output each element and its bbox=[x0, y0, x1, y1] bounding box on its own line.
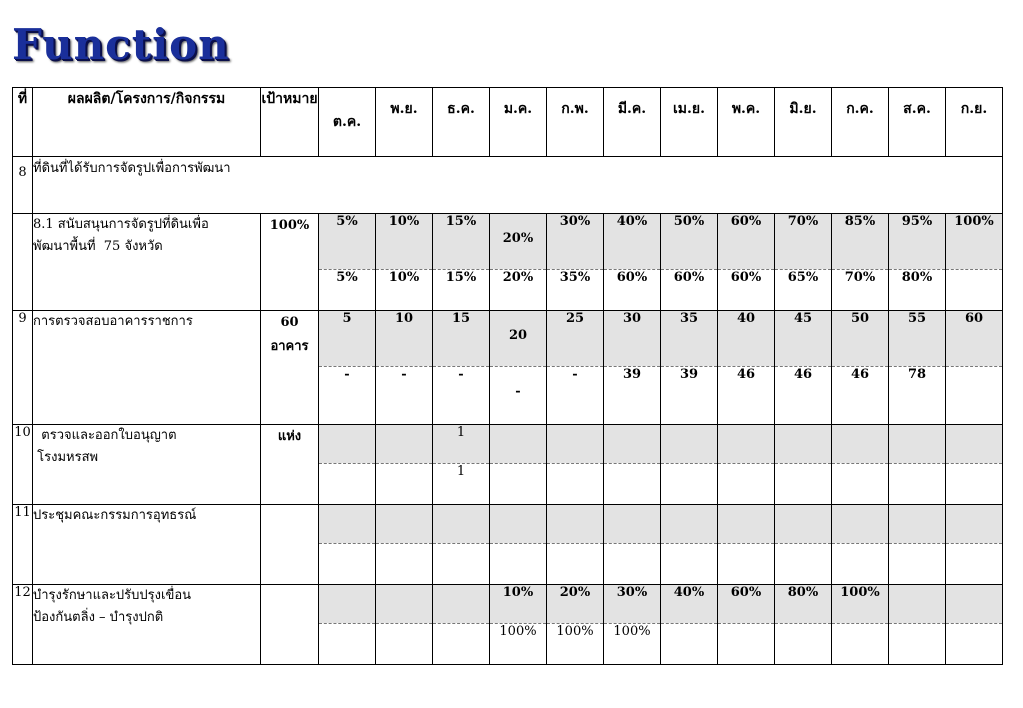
row-number: 8 bbox=[13, 157, 33, 214]
result-cell: - bbox=[433, 367, 490, 425]
item-line: โรงมหรสพ bbox=[33, 450, 99, 465]
plan-cell bbox=[661, 425, 718, 464]
plan-cell bbox=[547, 425, 604, 464]
plan-cell: 35 bbox=[661, 311, 718, 367]
item-line: การตรวจสอบอาคารราชการ bbox=[33, 314, 193, 329]
result-cell bbox=[889, 464, 946, 505]
target-value bbox=[261, 505, 319, 585]
target-value bbox=[261, 214, 319, 311]
plan-cell bbox=[832, 425, 889, 464]
plan-cell bbox=[946, 425, 1003, 464]
result-cell bbox=[889, 624, 946, 665]
plan-cell: 40 bbox=[718, 311, 775, 367]
result-cell bbox=[832, 464, 889, 505]
item-line: ประชุมคณะกรรมการอุทธรณ์ bbox=[33, 508, 197, 523]
result-cell: 35% bbox=[547, 270, 604, 311]
result-cell bbox=[547, 464, 604, 505]
plan-row bbox=[13, 585, 1003, 624]
item-name bbox=[33, 505, 261, 585]
plan-cell: 1 bbox=[433, 425, 490, 464]
result-cell bbox=[433, 624, 490, 665]
result-cell bbox=[718, 464, 775, 505]
header-row bbox=[13, 88, 1003, 157]
result-cell bbox=[604, 464, 661, 505]
plan-cell: 15 bbox=[433, 311, 490, 367]
target-line: 100% bbox=[269, 218, 310, 233]
target-value bbox=[261, 425, 319, 505]
plan-cell: 40% bbox=[661, 585, 718, 624]
item-line: ป้องกันตลิ่ง – บำรุงปกติ bbox=[33, 610, 164, 625]
item-line: พัฒนาพื้นที่ 75 จังหวัด bbox=[33, 239, 163, 254]
header-month: ก.พ. bbox=[547, 88, 604, 157]
result-cell bbox=[718, 544, 775, 585]
plan-cell: 85% bbox=[832, 214, 889, 270]
result-cell: 100% bbox=[604, 624, 661, 665]
result-cell: 60% bbox=[604, 270, 661, 311]
row-number: 12 bbox=[13, 585, 33, 665]
result-cell: 46 bbox=[832, 367, 889, 425]
item-name bbox=[33, 425, 261, 505]
result-cell bbox=[946, 367, 1003, 425]
header-month: พ.ย. bbox=[376, 88, 433, 157]
plan-cell: 70% bbox=[775, 214, 832, 270]
plan-cell bbox=[775, 505, 832, 544]
plan-cell: 30% bbox=[547, 214, 604, 270]
result-cell bbox=[661, 464, 718, 505]
header-month: มิ.ย. bbox=[775, 88, 832, 157]
plan-cell: 10% bbox=[376, 214, 433, 270]
plan-cell bbox=[889, 425, 946, 464]
header-month: ก.ค. bbox=[832, 88, 889, 157]
item-name bbox=[33, 214, 261, 311]
plan-cell bbox=[889, 585, 946, 624]
plan-cell: 60% bbox=[718, 585, 775, 624]
result-cell bbox=[319, 544, 376, 585]
plan-cell: 40% bbox=[604, 214, 661, 270]
plan-cell: 20% bbox=[547, 585, 604, 624]
plan-cell: 20 bbox=[490, 311, 547, 367]
plan-row bbox=[13, 311, 1003, 367]
row-number: 11 bbox=[13, 505, 33, 585]
plan-cell: 10 bbox=[376, 311, 433, 367]
result-cell bbox=[376, 544, 433, 585]
result-cell: - bbox=[319, 367, 376, 425]
plan-row bbox=[13, 425, 1003, 464]
plan-cell bbox=[376, 585, 433, 624]
row-number bbox=[13, 214, 33, 311]
plan-cell: 30 bbox=[604, 311, 661, 367]
plan-cell bbox=[433, 585, 490, 624]
plan-cell bbox=[718, 425, 775, 464]
result-cell: 10% bbox=[376, 270, 433, 311]
result-cell bbox=[889, 544, 946, 585]
plan-cell: 55 bbox=[889, 311, 946, 367]
target-line: อาคาร bbox=[270, 339, 309, 354]
plan-cell bbox=[889, 505, 946, 544]
result-cell: 80% bbox=[889, 270, 946, 311]
result-cell: 70% bbox=[832, 270, 889, 311]
result-cell bbox=[832, 544, 889, 585]
plan-row bbox=[13, 505, 1003, 544]
plan-cell bbox=[775, 425, 832, 464]
header-target: เป้าหมาย bbox=[261, 88, 319, 157]
result-cell bbox=[319, 624, 376, 665]
result-cell bbox=[775, 624, 832, 665]
plan-cell: 60 bbox=[946, 311, 1003, 367]
result-cell bbox=[946, 544, 1003, 585]
result-cell: - bbox=[547, 367, 604, 425]
plan-cell: 100% bbox=[832, 585, 889, 624]
result-cell bbox=[946, 270, 1003, 311]
header-month: มี.ค. bbox=[604, 88, 661, 157]
plan-cell: 15% bbox=[433, 214, 490, 270]
result-cell bbox=[775, 464, 832, 505]
plan-cell: 50% bbox=[661, 214, 718, 270]
result-cell bbox=[604, 544, 661, 585]
result-cell: 60% bbox=[661, 270, 718, 311]
result-cell: - bbox=[490, 367, 547, 425]
result-cell: 20% bbox=[490, 270, 547, 311]
row-number: 10 bbox=[13, 425, 33, 505]
plan-cell: 100% bbox=[946, 214, 1003, 270]
plan-cell bbox=[376, 505, 433, 544]
result-cell: 78 bbox=[889, 367, 946, 425]
result-cell: 1 bbox=[433, 464, 490, 505]
target-value bbox=[261, 585, 319, 665]
result-cell bbox=[547, 544, 604, 585]
result-cell: - bbox=[376, 367, 433, 425]
result-cell bbox=[490, 464, 547, 505]
plan-cell: 50 bbox=[832, 311, 889, 367]
result-cell: 5% bbox=[319, 270, 376, 311]
header-month: ต.ค. bbox=[319, 88, 376, 157]
header-month: ส.ค. bbox=[889, 88, 946, 157]
plan-cell: 45 bbox=[775, 311, 832, 367]
plan-cell bbox=[547, 505, 604, 544]
plan-cell bbox=[490, 425, 547, 464]
plan-cell: 25 bbox=[547, 311, 604, 367]
result-cell bbox=[946, 624, 1003, 665]
result-cell: 65% bbox=[775, 270, 832, 311]
result-cell: 100% bbox=[490, 624, 547, 665]
plan-cell bbox=[604, 425, 661, 464]
result-cell: 39 bbox=[604, 367, 661, 425]
section-row bbox=[13, 157, 1003, 214]
result-cell bbox=[946, 464, 1003, 505]
header-month: ธ.ค. bbox=[433, 88, 490, 157]
plan-cell: 20% bbox=[490, 214, 547, 270]
item-line: บำรุงรักษาและปรับปรุงเขื่อน bbox=[33, 588, 192, 603]
plan-cell bbox=[946, 505, 1003, 544]
plan-cell: 10% bbox=[490, 585, 547, 624]
header-month: ก.ย. bbox=[946, 88, 1003, 157]
page-title: Function bbox=[12, 20, 230, 69]
header-month: ม.ค. bbox=[490, 88, 547, 157]
header-month: เม.ย. bbox=[661, 88, 718, 157]
result-cell bbox=[718, 624, 775, 665]
plan-cell bbox=[604, 505, 661, 544]
plan-cell bbox=[319, 425, 376, 464]
result-cell bbox=[376, 624, 433, 665]
result-cell bbox=[661, 544, 718, 585]
result-cell: 46 bbox=[718, 367, 775, 425]
item-name bbox=[33, 311, 261, 425]
plan-cell bbox=[433, 505, 490, 544]
plan-cell bbox=[661, 505, 718, 544]
plan-cell bbox=[319, 505, 376, 544]
result-cell: 46 bbox=[775, 367, 832, 425]
item-line: ตรวจและออกใบอนุญาต bbox=[33, 428, 177, 443]
result-cell bbox=[319, 464, 376, 505]
result-cell: 15% bbox=[433, 270, 490, 311]
plan-cell: 80% bbox=[775, 585, 832, 624]
target-value bbox=[261, 311, 319, 425]
plan-cell bbox=[490, 505, 547, 544]
result-cell: 60% bbox=[718, 270, 775, 311]
result-cell bbox=[832, 624, 889, 665]
plan-cell bbox=[319, 585, 376, 624]
header-item: ผลผลิต/โครงการ/กิจกรรม bbox=[33, 88, 261, 157]
section-title: ที่ดินที่ได้รับการจัดรูปเพื่อการพัฒนา bbox=[33, 157, 1003, 214]
item-line: 8.1 สนับสนุนการจัดรูปที่ดินเพื่อ bbox=[33, 217, 209, 232]
plan-cell: 60% bbox=[718, 214, 775, 270]
result-cell bbox=[490, 544, 547, 585]
plan-row bbox=[13, 214, 1003, 270]
header-no: ที่ bbox=[13, 88, 33, 157]
plan-cell bbox=[946, 585, 1003, 624]
plan-cell bbox=[376, 425, 433, 464]
plan-cell bbox=[718, 505, 775, 544]
header-month: พ.ค. bbox=[718, 88, 775, 157]
result-cell bbox=[775, 544, 832, 585]
result-cell: 39 bbox=[661, 367, 718, 425]
target-line: 60 bbox=[280, 315, 299, 330]
plan-cell: 5% bbox=[319, 214, 376, 270]
row-number: 9 bbox=[13, 311, 33, 425]
item-name bbox=[33, 585, 261, 665]
result-cell: 100% bbox=[547, 624, 604, 665]
plan-table bbox=[12, 87, 1003, 665]
result-cell bbox=[661, 624, 718, 665]
plan-cell: 30% bbox=[604, 585, 661, 624]
plan-cell: 95% bbox=[889, 214, 946, 270]
plan-cell bbox=[832, 505, 889, 544]
result-cell bbox=[433, 544, 490, 585]
target-line: แห่ง bbox=[277, 429, 302, 444]
result-cell bbox=[376, 464, 433, 505]
plan-cell: 5 bbox=[319, 311, 376, 367]
